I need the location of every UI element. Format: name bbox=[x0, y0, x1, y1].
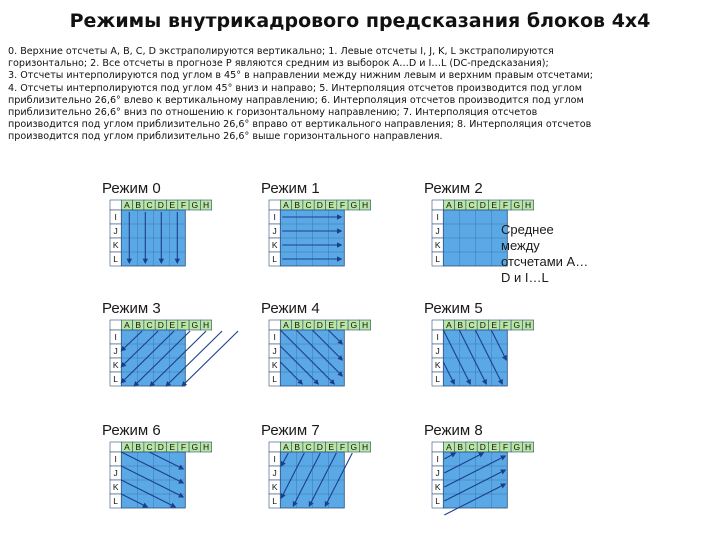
description-line: 0. Верхние отсчеты A, B, C, D экстраполируются вертикально; 1. Левые отсчеты I, J, K, L экстраполируются bbox=[8, 46, 554, 57]
header-sample-label: H bbox=[524, 442, 532, 452]
header-sample-label: H bbox=[202, 200, 210, 210]
header-sample-label: B bbox=[135, 200, 142, 210]
left-sample-label: K bbox=[434, 482, 441, 492]
mode-label: Режим 4 bbox=[261, 300, 320, 317]
header-sample-label: D bbox=[157, 200, 164, 210]
header-sample-label: C bbox=[468, 200, 475, 210]
header-sample-label: B bbox=[457, 442, 464, 452]
header-sample-label: D bbox=[479, 320, 486, 330]
left-sample-label: L bbox=[113, 374, 119, 384]
header-sample-label: G bbox=[350, 320, 358, 330]
left-sample-label: J bbox=[113, 346, 118, 356]
header-sample-label: F bbox=[339, 442, 346, 452]
mode-label: Режим 5 bbox=[424, 300, 483, 317]
left-sample-label: J bbox=[435, 226, 440, 236]
header-sample-label: G bbox=[513, 200, 521, 210]
mode-label: Режим 8 bbox=[424, 422, 483, 439]
header-sample-label: D bbox=[157, 442, 164, 452]
header-sample-label: C bbox=[146, 200, 153, 210]
header-sample-label: E bbox=[169, 442, 175, 452]
mode-6-panel bbox=[96, 422, 256, 532]
header-sample-label: A bbox=[446, 200, 452, 210]
header-sample-label: F bbox=[180, 200, 187, 210]
left-sample-label: K bbox=[112, 240, 119, 250]
header-sample-label: C bbox=[468, 320, 475, 330]
corner-cell bbox=[432, 320, 443, 330]
prediction-arrow bbox=[182, 331, 238, 386]
corner-cell bbox=[110, 320, 121, 330]
header-sample-label: A bbox=[124, 200, 130, 210]
mode-label: Режим 3 bbox=[102, 300, 161, 317]
mode-label: Режим 1 bbox=[261, 180, 320, 197]
header-sample-label: A bbox=[283, 200, 289, 210]
corner-cell bbox=[110, 200, 121, 210]
header-sample-label: E bbox=[169, 320, 175, 330]
left-sample-label: K bbox=[112, 360, 119, 370]
header-sample-label: A bbox=[283, 442, 289, 452]
header-sample-label: C bbox=[146, 320, 153, 330]
header-sample-label: E bbox=[328, 200, 334, 210]
mode-5-panel bbox=[418, 300, 578, 410]
header-sample-label: D bbox=[316, 442, 323, 452]
left-sample-label: L bbox=[113, 254, 119, 264]
corner-cell bbox=[269, 200, 280, 210]
left-sample-label: J bbox=[272, 468, 277, 478]
header-sample-label: F bbox=[502, 442, 509, 452]
left-sample-label: L bbox=[272, 254, 278, 264]
header-sample-label: E bbox=[491, 320, 497, 330]
header-sample-label: F bbox=[339, 200, 346, 210]
header-sample-label: D bbox=[479, 200, 486, 210]
mode-2-panel bbox=[418, 180, 589, 290]
left-sample-label: L bbox=[272, 496, 278, 506]
left-sample-label: K bbox=[112, 482, 119, 492]
header-sample-label: E bbox=[328, 442, 334, 452]
corner-cell bbox=[432, 442, 443, 452]
header-sample-label: A bbox=[446, 320, 452, 330]
description-line: горизонтально; 2. Все отсчеты в прогнозе P являются средним из выборок A…D и I…L (DC-предсказания); bbox=[8, 58, 549, 70]
header-sample-label: H bbox=[202, 320, 210, 330]
left-sample-label: J bbox=[435, 346, 440, 356]
left-sample-label: I bbox=[273, 332, 276, 342]
header-sample-label: F bbox=[339, 320, 346, 330]
header-sample-label: H bbox=[524, 320, 532, 330]
left-sample-label: I bbox=[273, 212, 276, 222]
header-sample-label: H bbox=[524, 200, 532, 210]
header-sample-label: C bbox=[146, 442, 153, 452]
mode-0-panel bbox=[96, 180, 256, 290]
header-sample-label: B bbox=[135, 320, 142, 330]
description-line: 4. Отсчеты интерполируются под углом 45° вниз и направо; 5. Интерполяция отсчетов производится под углом bbox=[8, 82, 582, 94]
header-sample-label: D bbox=[157, 320, 164, 330]
left-sample-label: J bbox=[113, 468, 118, 478]
header-sample-label: B bbox=[294, 320, 301, 330]
header-sample-label: A bbox=[124, 442, 130, 452]
left-sample-label: I bbox=[114, 454, 117, 464]
left-sample-label: L bbox=[435, 374, 441, 384]
header-sample-label: G bbox=[513, 442, 521, 452]
mode-label: Режим 7 bbox=[261, 422, 320, 439]
left-sample-label: J bbox=[435, 468, 440, 478]
left-sample-label: K bbox=[271, 240, 278, 250]
left-sample-label: I bbox=[436, 332, 439, 342]
left-sample-label: L bbox=[113, 496, 119, 506]
header-sample-label: H bbox=[361, 200, 369, 210]
mode-8-panel bbox=[418, 422, 578, 532]
header-sample-label: F bbox=[502, 200, 509, 210]
left-sample-label: L bbox=[272, 374, 278, 384]
mode-label: Режим 2 bbox=[424, 180, 483, 197]
left-sample-label: K bbox=[271, 360, 278, 370]
corner-cell bbox=[110, 442, 121, 452]
header-sample-label: G bbox=[191, 320, 199, 330]
header-sample-label: B bbox=[294, 442, 301, 452]
header-sample-label: B bbox=[457, 320, 464, 330]
mode-7-panel bbox=[255, 422, 415, 532]
corner-cell bbox=[269, 442, 280, 452]
description bbox=[8, 46, 712, 144]
header-sample-label: C bbox=[468, 442, 475, 452]
header-sample-label: F bbox=[180, 320, 187, 330]
header-sample-label: D bbox=[316, 320, 323, 330]
left-sample-label: J bbox=[272, 346, 277, 356]
header-sample-label: H bbox=[361, 320, 369, 330]
header-sample-label: A bbox=[283, 320, 289, 330]
left-sample-label: K bbox=[434, 360, 441, 370]
left-sample-label: I bbox=[436, 454, 439, 464]
left-sample-label: I bbox=[436, 212, 439, 222]
header-sample-label: C bbox=[305, 200, 312, 210]
header-sample-label: E bbox=[491, 200, 497, 210]
header-sample-label: F bbox=[502, 320, 509, 330]
page-title: Режимы внутрикадрового предсказания блоков 4x4 bbox=[69, 10, 651, 32]
header-sample-label: E bbox=[491, 442, 497, 452]
corner-cell bbox=[269, 320, 280, 330]
mode-4-panel bbox=[255, 300, 415, 410]
description-line: производится под углом приблизительно 26,6° выше горизонтального направления. bbox=[8, 131, 443, 143]
header-sample-label: H bbox=[202, 442, 210, 452]
description-line: приблизительно 26,6° вниз по отношению к горизонтальному направлению; 7. Интерполяция отсчетов bbox=[8, 107, 538, 119]
corner-cell bbox=[432, 200, 443, 210]
description-line: производится под углом приблизительно 26,6° вправо от вертикального направления; 8. Интерполяция отсчетов bbox=[8, 119, 592, 131]
header-sample-label: B bbox=[135, 442, 142, 452]
dc-average-text: Среднее между отсчетами A…D и I…L bbox=[501, 222, 589, 285]
header-sample-label: D bbox=[479, 442, 486, 452]
header-sample-label: F bbox=[180, 442, 187, 452]
header-sample-label: C bbox=[305, 320, 312, 330]
header-sample-label: D bbox=[316, 200, 323, 210]
left-sample-label: L bbox=[435, 496, 441, 506]
header-sample-label: A bbox=[124, 320, 130, 330]
left-sample-label: L bbox=[435, 254, 441, 264]
mode-1-panel bbox=[255, 180, 415, 290]
mode-label: Режим 0 bbox=[102, 180, 161, 197]
header-sample-label: G bbox=[191, 442, 199, 452]
header-sample-label: G bbox=[513, 320, 521, 330]
header-sample-label: G bbox=[350, 442, 358, 452]
header-sample-label: G bbox=[350, 200, 358, 210]
header-sample-label: B bbox=[457, 200, 464, 210]
mode-label: Режим 6 bbox=[102, 422, 161, 439]
left-sample-label: K bbox=[434, 240, 441, 250]
header-sample-label: E bbox=[169, 200, 175, 210]
header-sample-label: A bbox=[446, 442, 452, 452]
left-sample-label: I bbox=[114, 212, 117, 222]
mode-3-panel bbox=[96, 300, 256, 410]
header-sample-label: C bbox=[305, 442, 312, 452]
header-sample-label: G bbox=[191, 200, 199, 210]
description-line: 3. Отсчеты интерполируются под углом в 45° в направлении между нижним левым и верхним правым отсчетами; bbox=[8, 70, 593, 82]
left-sample-label: I bbox=[273, 454, 276, 464]
left-sample-label: I bbox=[114, 332, 117, 342]
left-sample-label: J bbox=[113, 226, 118, 236]
header-sample-label: H bbox=[361, 442, 369, 452]
header-sample-label: E bbox=[328, 320, 334, 330]
left-sample-label: K bbox=[271, 482, 278, 492]
description-line: приблизительно 26,6° влево к вертикальному направлению; 6. Интерполяция отсчетов производится под углом bbox=[8, 94, 584, 106]
left-sample-label: J bbox=[272, 226, 277, 236]
header-sample-label: B bbox=[294, 200, 301, 210]
